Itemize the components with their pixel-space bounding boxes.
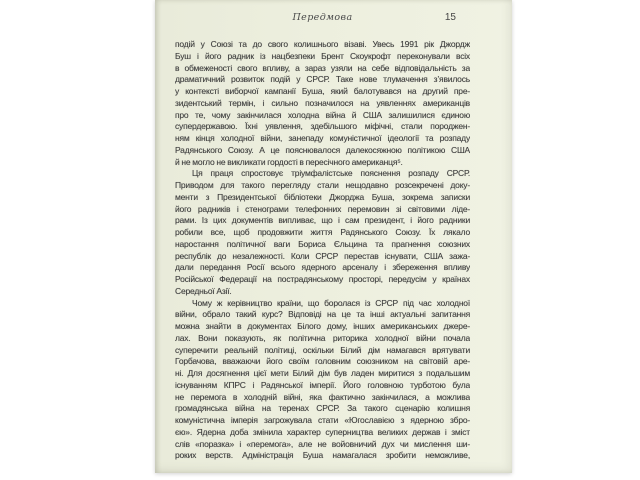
text-line: війни, обрало такий курс? Відповіді на це та інші актуальні запитання (175, 309, 470, 320)
text-line: слів «поразка» і «перемога», але не войовничий дух чи мислення ши- (175, 438, 470, 449)
text-line: в обмеженості свого впливу, а зараз узяли на себе відповідальність за (175, 62, 470, 73)
text-line: у контексті виборчої кампанії Буша, який балотувався на другий пре- (175, 86, 470, 96)
text-line: подій у Союзі та до свого колишнього візаві. Увесь 1991 рік Джордж (175, 39, 470, 49)
text-line: існуванням КПРС і Радянської імперії. Його головною турботою була (175, 379, 470, 390)
text-line: менти з Президентської бібліотеки Джорджа Буша, зокрема записки (175, 191, 470, 202)
text-line: роких верств. Адміністрація Буша намагалася зробити неможливе, (175, 450, 470, 461)
text-line: Буш і його радник із нацбезпеки Брент Скоукрофт переконували всіх (175, 50, 470, 61)
text-line: Приводом для такого перегляду стали нещодавно розсекречені доку- (175, 180, 470, 190)
text-line: не перемога в холодній війні, яка фактично закінчилася, а можлива (175, 391, 470, 402)
text-line: робили все, щоб продовжити життя Радянського Союзу. Їх лякало (175, 227, 470, 237)
page-header (175, 11, 470, 24)
text-line: й не могло не викликати гордості в пересічного американця⁵. (175, 156, 403, 167)
text-line: наростання політичної ваги Бориса Єльцина та прагнення союзних (175, 238, 470, 249)
text-line: лах. Вони показують, як політична риторика холодної війни почала (175, 332, 470, 343)
text-line: про те, чому закінчилася холодна війна й США залишилися єдиною (175, 109, 470, 120)
text-line: зидентський термін, і сильно позначилося на уявленнях американців (175, 97, 470, 108)
text-line: Чому ж керівництво країни, що боролася із СРСР під час холодної (192, 297, 470, 308)
book-page (155, 0, 512, 473)
text-line: драматичний розвиток подій у СРСР. Таке нове тлумачення з’явилось (175, 74, 470, 85)
running-title: Передмова (292, 12, 353, 23)
text-line: Горбачова, вважаючи його своїм головним союзником на світовій аре- (175, 356, 470, 367)
text-line: можна знайти в документах Білого дому, інших американських джере- (175, 321, 470, 331)
text-line: Ця праця спростовує тріумфалістське пояснення розпаду СРСР. (192, 168, 470, 179)
text-line: єю». Ядерна доба змінила характер суперництва великих держав і зміст (175, 426, 470, 437)
body-text (175, 39, 470, 462)
text-line: комуністична імперія загрожувала стати «Югославією з ядерною збро- (175, 415, 470, 425)
text-line: республік до незалежності. Коли СРСР перестав існувати, США зажа- (175, 250, 470, 261)
text-line: рами. Із цих документів випливає, що і сам президент, і його радники (175, 215, 470, 226)
text-line: супердержавою. Їхні уявлення, здебільшого міфічні, стали породжен- (175, 121, 470, 132)
text-line: суперечити реальній політиці, оскільки Білий дім намагався врятувати (175, 344, 470, 355)
text-line: його радників і стенограми телефонних перемовин зі світовими ліде- (175, 203, 470, 214)
text-line: ні. Для досягнення цієї мети Білий дім був ладен миритися з подальшим (175, 368, 470, 378)
text-line: Російської Федерації на пострадянському просторі, передусім у країнах (175, 274, 470, 284)
text-line: громадянська війна на теренах СРСР. За такого сценарію колишня (175, 403, 470, 414)
text-line: дали передання Росії всього ядерного арсеналу і збереження впливу (175, 262, 470, 273)
page-content (175, 0, 470, 473)
text-line: ням кінця холодної війни, занепаду комуністичної ідеології та розпаду (175, 133, 470, 143)
text-line: Радянського Союзу. А це пояснювалося далекосяжною політикою США (175, 144, 470, 155)
page-number: 15 (444, 12, 456, 23)
text-line: Середньої Азії. (175, 285, 232, 296)
